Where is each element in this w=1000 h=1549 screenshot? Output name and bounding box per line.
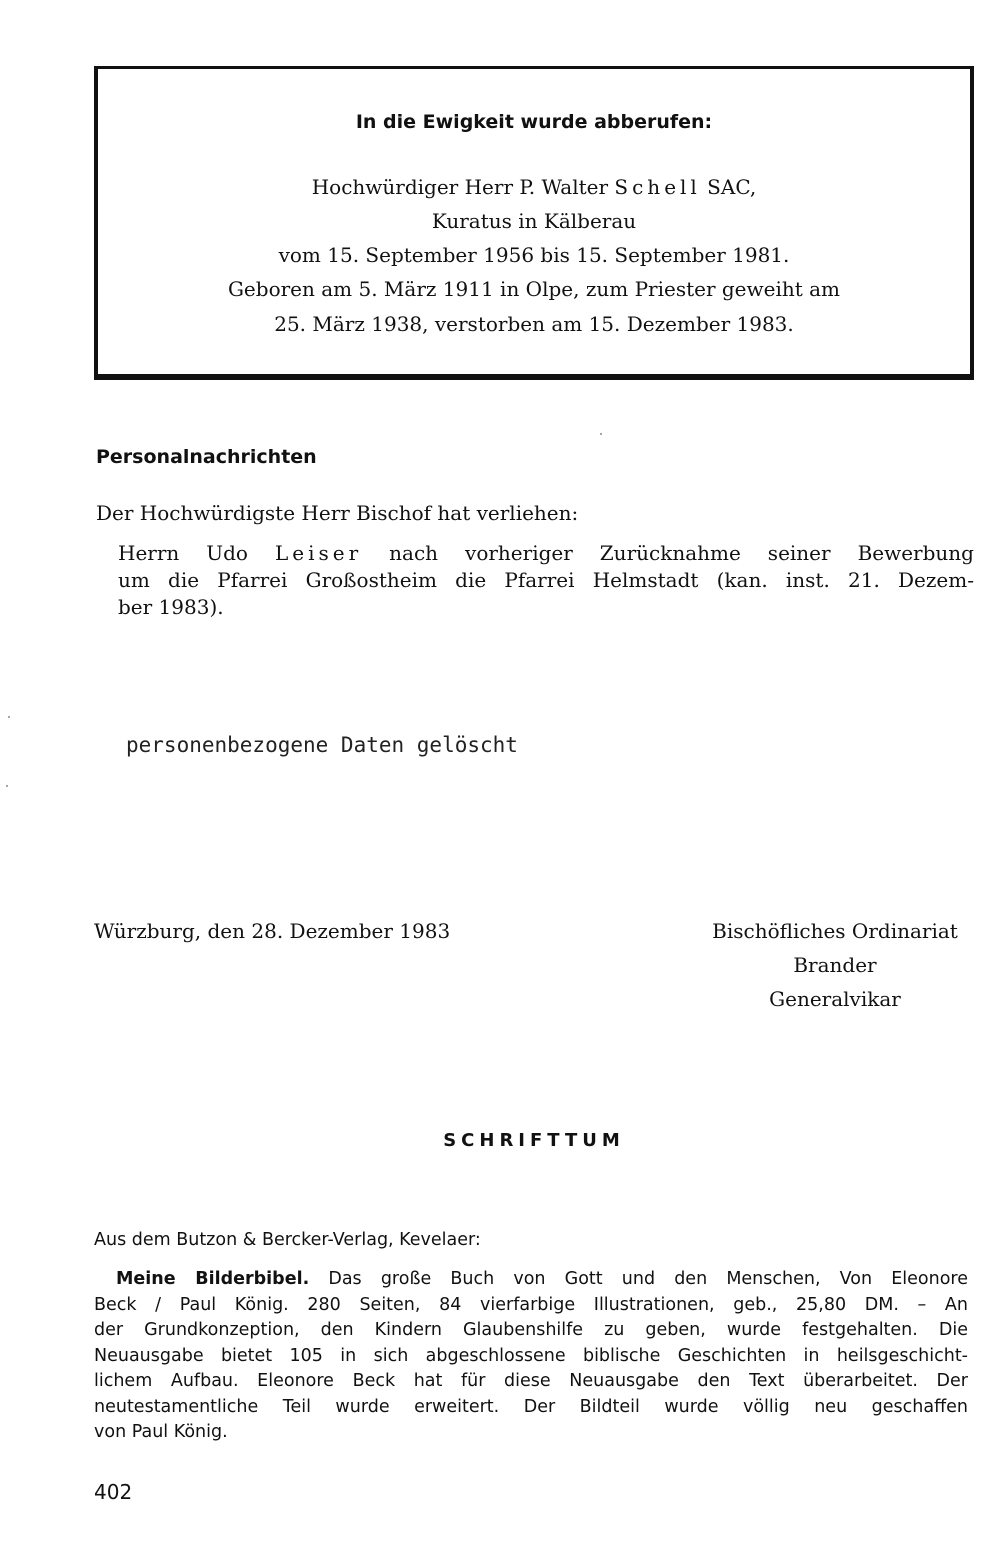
scan-speck <box>8 716 10 718</box>
obituary-line-1 <box>98 170 970 204</box>
entry-line-3: ber 1983). <box>118 595 224 619</box>
obituary-line-4: Geboren am 5. März 1911 in Olpe, zum Priester geweiht am <box>227 277 841 301</box>
literature-review <box>94 1267 968 1446</box>
place-date: Würzburg, den 28. Dezember 1983 <box>94 919 451 943</box>
review-line-2: Beck / Paul König. 280 Seiten, 84 vierfarbige Illustrationen, geb., 25,80 DM. – An <box>94 1294 968 1315</box>
review-line-5: lichem Aufbau. Eleonore Beck hat für diese Neuausgabe den Text überarbeitet. Der <box>94 1371 968 1391</box>
obituary-order: SAC, <box>700 175 757 199</box>
personal-news-intro: Der Hochwürdigste Herr Bischof hat verliehen: <box>96 501 579 525</box>
entry-line-2: um die Pfarrei Großostheim die Pfarrei Helmstadt (kan. inst. 21. Dezem- <box>118 568 974 592</box>
redaction-notice: personenbezogene Daten gelöscht <box>126 733 518 757</box>
obituary-line-3: vom 15. September 1956 bis 15. September 1981. <box>278 243 790 267</box>
personal-news-heading: Personalnachrichten <box>96 446 317 468</box>
review-line-1: Meine Bilderbibel. Das große Buch von Gott und den Menschen, Von Eleonore <box>116 1269 968 1289</box>
signature-block <box>690 914 980 1016</box>
review-title: Meine Bilderbibel. <box>116 1269 310 1289</box>
review-line-7: von Paul König. <box>94 1422 228 1442</box>
entry-rest: nach vorheriger Zurücknahme seiner Bewerbung <box>362 541 974 565</box>
obituary-surname: Schell <box>614 175 701 199</box>
entry-surname: Leiser <box>274 541 363 565</box>
obituary-heading: In die Ewigkeit wurde abberufen: <box>355 111 713 133</box>
obituary-box <box>94 66 974 380</box>
scan-speck <box>600 433 602 435</box>
review-line-6: neutestamentliche Teil wurde erweitert. Der Bildteil wurde völlig neu geschaffen <box>94 1396 968 1417</box>
entry-line-1 <box>118 540 974 567</box>
obituary-title: Hochwürdiger Herr P. Walter <box>311 175 615 199</box>
review-line-4: Neuausgabe bietet 105 in sich abgeschlossene biblische Geschichten in heilsgeschicht- <box>94 1345 968 1366</box>
literature-heading: SCHRIFTTUM <box>443 1130 625 1151</box>
personal-news-entry <box>118 540 974 621</box>
page-number: 402 <box>94 1480 133 1504</box>
signature-title: Generalvikar <box>769 987 901 1011</box>
literature-source: Aus dem Butzon & Bercker-Verlag, Kevelaer: <box>94 1230 481 1250</box>
obituary-line-5: 25. März 1938, verstorben am 15. Dezember 1983. <box>274 312 794 336</box>
review-line-3: der Grundkonzeption, den Kindern Glaubenshilfe zu geben, wurde festgehalten. Die <box>94 1320 968 1340</box>
scan-speck <box>6 785 8 787</box>
obituary-line-2: Kuratus in Kälberau <box>431 209 637 233</box>
signature-name: Brander <box>793 953 877 977</box>
entry-prefix: Herrn Udo <box>118 541 275 565</box>
signature-office: Bischöfliches Ordinariat <box>712 919 958 943</box>
